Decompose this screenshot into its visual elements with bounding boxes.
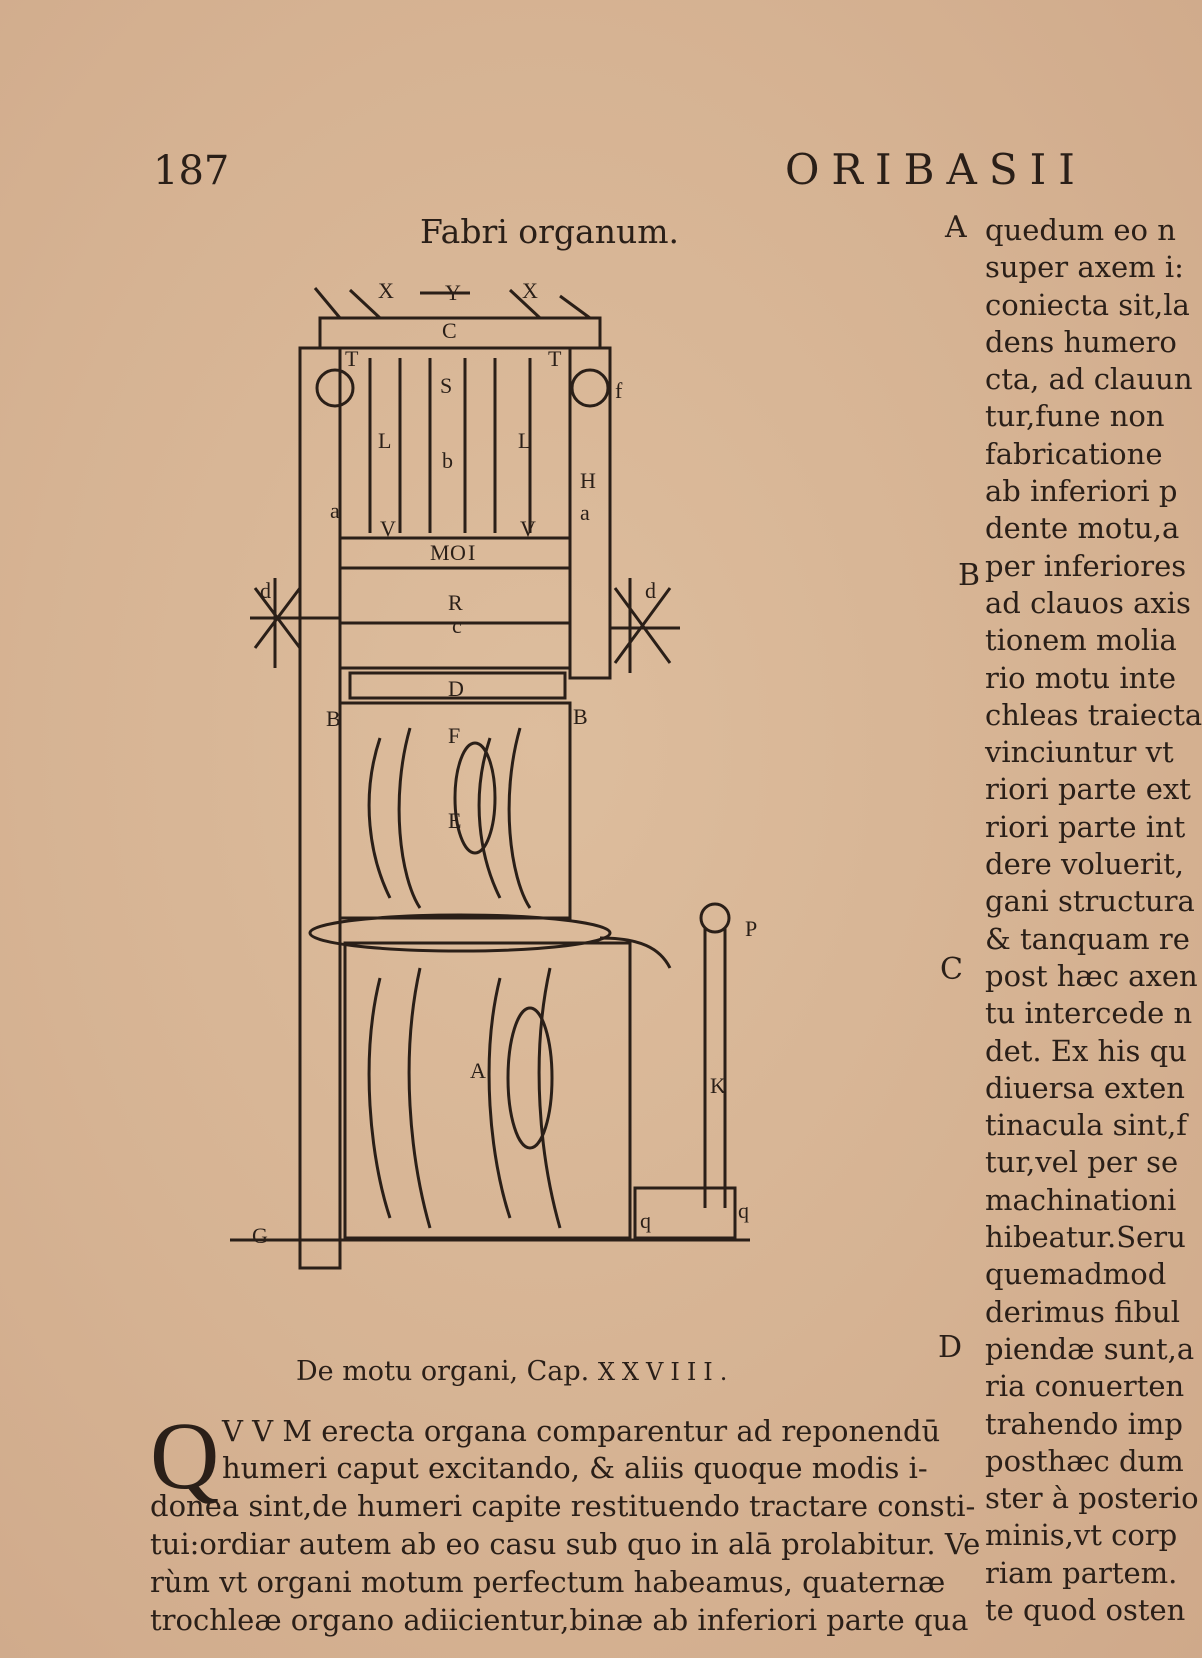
label-d-right: d: [645, 578, 656, 603]
right-line-16: riori parte ext: [985, 772, 1191, 807]
margin-letter-B: B: [958, 558, 981, 593]
right-line-23: det. Ex his qu: [985, 1033, 1187, 1068]
right-line-29: quemadmod: [985, 1257, 1167, 1292]
label-L-right: L: [518, 428, 532, 453]
right-line-9: dente motu,a: [985, 511, 1180, 546]
right-line-11: ad clauos axis: [985, 585, 1191, 620]
label-B-right: B: [573, 704, 588, 729]
right-line-18: dere voluerit,: [985, 847, 1184, 882]
right-line-13: rio motu inte: [985, 660, 1177, 695]
label-f: f: [615, 378, 623, 403]
label-S: S: [440, 373, 453, 398]
right-line-20: & tanquam re: [985, 921, 1190, 956]
woodcut-figure: [230, 278, 810, 1318]
right-line-1: quedum eo n: [985, 213, 1176, 247]
label-K: K: [710, 1073, 726, 1098]
right-line-26: tur,vel per se: [985, 1145, 1179, 1180]
right-column-text: [985, 212, 1202, 1658]
body-line-3: donea sint,de humeri capite restituendo tractare consti-: [150, 1489, 976, 1523]
label-A: A: [470, 1058, 486, 1083]
label-q-left: q: [640, 1208, 651, 1233]
right-line-24: diuersa exten: [985, 1070, 1185, 1105]
chapter-caption: [296, 1356, 734, 1387]
label-M: M: [430, 540, 450, 565]
label-a-left: a: [330, 498, 340, 523]
left-post: [300, 348, 340, 1268]
right-line-10: per inferiores: [985, 548, 1187, 583]
margin-letter-D: D: [938, 1330, 963, 1365]
right-line-3: coniecta sit,la: [985, 287, 1190, 322]
right-line-6: tur,fune non: [985, 399, 1165, 434]
right-line-15: vinciuntur vt: [985, 735, 1174, 770]
upper-chamber: [340, 348, 570, 538]
label-V-left: V: [380, 516, 396, 541]
figure-title: Fabri organum.: [420, 212, 680, 251]
label-b: b: [442, 448, 453, 473]
right-line-14: chleas traiecta: [985, 697, 1202, 732]
page-number: 187: [153, 148, 230, 194]
body-line-6: trochleæ organo adiicientur,binæ ab inferiori parte qua: [150, 1603, 969, 1637]
label-I: I: [468, 540, 476, 565]
caption-main: De motu organi, Cap.: [296, 1356, 590, 1387]
body-line-5: rùm vt organi motum perfectum habeamus, quaternæ: [150, 1565, 946, 1599]
right-line-5: cta, ad clauun: [985, 362, 1193, 397]
label-c: c: [452, 613, 462, 638]
label-X-right: X: [522, 278, 538, 303]
label-D: D: [448, 676, 464, 701]
base-block-A: [345, 943, 630, 1238]
label-X-left: X: [378, 278, 394, 303]
top-beam: [320, 318, 600, 348]
right-line-36: minis,vt corp: [985, 1518, 1178, 1553]
right-line-33: trahendo imp: [985, 1406, 1183, 1441]
right-line-38: te quod osten: [985, 1592, 1186, 1627]
label-E: E: [448, 808, 462, 833]
right-line-4: dens humero: [985, 324, 1177, 359]
label-B-left: B: [326, 706, 341, 731]
running-head: ORIBASII: [785, 145, 1087, 194]
label-a-right: a: [580, 500, 590, 525]
right-line-28: hibeatur.Seru: [985, 1220, 1186, 1255]
body-line-2: humeri caput excitando, & aliis quoque modis i-: [222, 1451, 928, 1485]
right-line-34: posthæc dum: [985, 1443, 1184, 1478]
right-line-19: gani structura: [985, 884, 1195, 919]
right-line-22: tu intercede n: [985, 996, 1193, 1031]
right-line-17: riori parte int: [985, 809, 1186, 844]
margin-letter-A: A: [945, 210, 967, 245]
right-line-12: tionem molia: [985, 623, 1177, 658]
body-line-1: V V M erecta organa comparentur ad reponendū: [222, 1414, 941, 1448]
label-d-left: d: [260, 578, 271, 603]
right-line-30: derimus fibul: [985, 1294, 1180, 1329]
label-O: O: [450, 540, 466, 565]
label-L-left: L: [378, 428, 392, 453]
caption-numeral: XXVIII.: [597, 1358, 735, 1386]
right-line-25: tinacula sint,f: [985, 1108, 1188, 1143]
label-P: P: [745, 916, 758, 941]
drop-cap: Q: [150, 1402, 220, 1509]
margin-letter-C: C: [940, 952, 963, 987]
right-line-27: machinationi: [985, 1182, 1177, 1217]
right-line-32: ria conuerten: [985, 1369, 1185, 1404]
right-line-31: piendæ sunt,a: [985, 1331, 1195, 1366]
right-line-8: ab inferiori p: [985, 474, 1178, 509]
label-F: F: [448, 723, 461, 748]
label-T-right: T: [548, 346, 562, 371]
right-line-21: post hæc axen: [985, 958, 1198, 993]
right-line-35: ster à posterio: [985, 1481, 1199, 1516]
body-line-4: tui:ordiar autem ab eo casu sub quo in alā prolabitur. Ve: [150, 1527, 981, 1561]
label-Y: Y: [445, 280, 461, 305]
label-q-right: q: [738, 1198, 749, 1223]
label-G: G: [252, 1223, 268, 1248]
label-V-right: V: [520, 516, 536, 541]
label-T-left: T: [345, 346, 359, 371]
right-line-37: riam partem.: [985, 1555, 1178, 1590]
label-R: R: [448, 590, 463, 615]
label-H: H: [580, 468, 596, 493]
right-line-2: super axem i:: [985, 250, 1184, 285]
label-C: C: [442, 318, 457, 343]
right-line-7: fabricatione: [985, 436, 1163, 471]
